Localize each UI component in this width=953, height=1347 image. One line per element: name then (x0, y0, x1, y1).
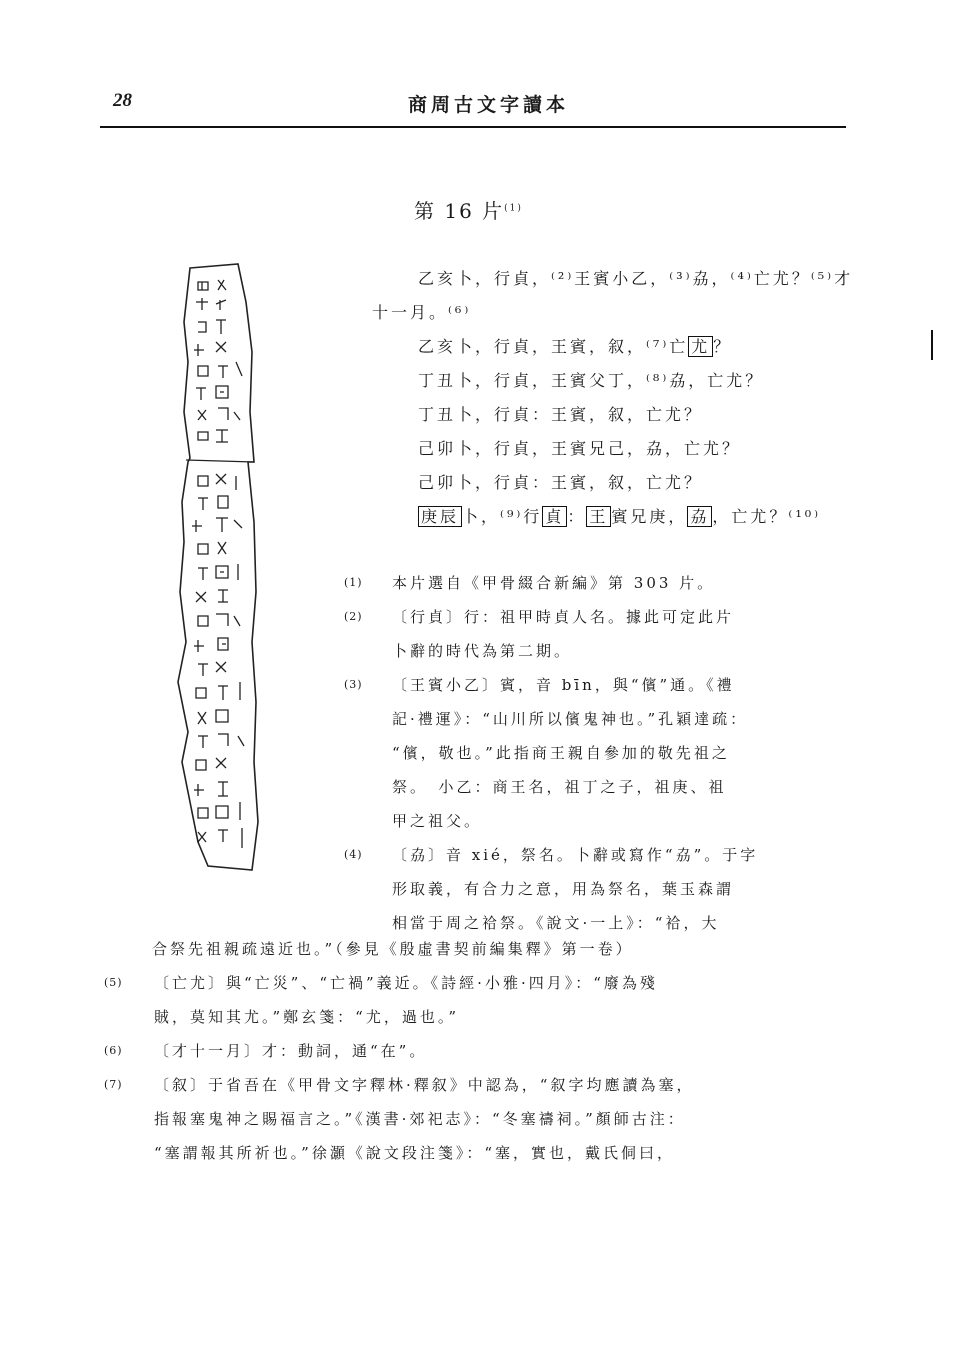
note-number: (7) (104, 1078, 123, 1091)
page-number: 28 (113, 90, 132, 111)
restored-character: 王 (586, 506, 611, 527)
note-number: (3) (344, 678, 363, 691)
inscription-line: 十一月。⁽⁶⁾ (372, 303, 472, 322)
restored-character: 庚辰 (418, 506, 462, 527)
notes-section (344, 566, 850, 940)
note-number: (6) (104, 1044, 123, 1057)
inscription-line: 己卯卜，行貞：王賓，叙，亡尤？ (418, 473, 704, 492)
inscription-line: 庚辰 卜，⁽⁹⁾行 貞 ： 王 賓兄庚， 劦 ，亡尤？⁽¹⁰⁾ (372, 500, 852, 534)
note-number: (4) (344, 848, 363, 861)
note-item: (4) 〔劦〕音 xié，祭名。卜辭或寫作“劦”。于字 形取義，有合力之意，用為祭名，葉玉森謂 相當于周之祫祭。《說文·一上》：“祫，大 (344, 838, 850, 940)
inscription-line: 乙亥卜，行貞，王賓，叙，⁽⁷⁾亡 尤 ？ (418, 337, 733, 356)
note-item: (5) 〔亡尤〕與“亡災”、“亡禍”義近。《詩經·小雅·四月》：“廢為殘 賊，莫知其尤。”鄭玄箋：“尤，過也。” (104, 966, 850, 1034)
header-rule (100, 126, 846, 128)
section-note-ref: (1) (504, 203, 523, 214)
note-item: (2) 〔行貞〕行：祖甲時貞人名。據此可定此片 卜辭的時代為第二期。 (344, 600, 850, 668)
note-item: (3) 〔王賓小乙〕賓，音 bīn，與“儐”通。《禮 記·禮運》：“山川所以儐鬼神也。”孔穎達疏： “儐，敬也。”此指商王親自參加的敬先祖之 祭。 小乙：商王名，祖丁之子，祖庚、祖 甲之祖父。 (344, 668, 850, 838)
restored-character: 劦 (687, 506, 712, 527)
section-heading (414, 195, 523, 224)
note-number: (5) (104, 976, 123, 989)
margin-mark (931, 330, 933, 360)
note-item: (6) 〔才十一月〕才：動詞，通“在”。 (104, 1034, 850, 1068)
inscription-line: 丁丑卜，行貞，王賓父丁，⁽⁸⁾劦，亡尤？ (418, 371, 765, 390)
section-title: 第 16 片 (414, 199, 505, 223)
inscription-line: 乙亥卜，行貞，⁽²⁾王賓小乙，⁽³⁾劦，⁽⁴⁾亡尤？⁽⁵⁾才 (418, 269, 854, 288)
note-number: (1) (344, 576, 363, 589)
note-number: (2) (344, 610, 363, 623)
inscription-line: 丁丑卜，行貞：王賓，叙，亡尤？ (418, 405, 704, 424)
inscription-transcription (372, 262, 852, 534)
restored-character: 貞 (542, 506, 567, 527)
running-title: 商周古文字讀本 (408, 94, 570, 116)
notes-section-full-width (104, 932, 850, 1170)
note-continuation: 合祭先祖親疏遠近也。”（參見《殷虛書契前編集釋》第一卷） (152, 940, 634, 958)
oracle-bone-rubbing-image (168, 262, 272, 874)
note-item: (1) 本片選自《甲骨綴合新編》第 303 片。 (344, 566, 850, 600)
note-item: (7) 〔叙〕于省吾在《甲骨文字釋林·釋叙》中認為，“叙字均應讀為塞， 指報塞鬼神之賜福言之。”《漢書·郊祀志》：“冬塞禱祠。”顏師古注： “塞謂報其所祈也。”徐灝《說文段注箋》：“塞，實也，戴氏侗曰， (104, 1068, 850, 1170)
restored-character: 尤 (688, 336, 713, 357)
inscription-line: 己卯卜，行貞，王賓兄己，劦，亡尤？ (418, 439, 742, 458)
